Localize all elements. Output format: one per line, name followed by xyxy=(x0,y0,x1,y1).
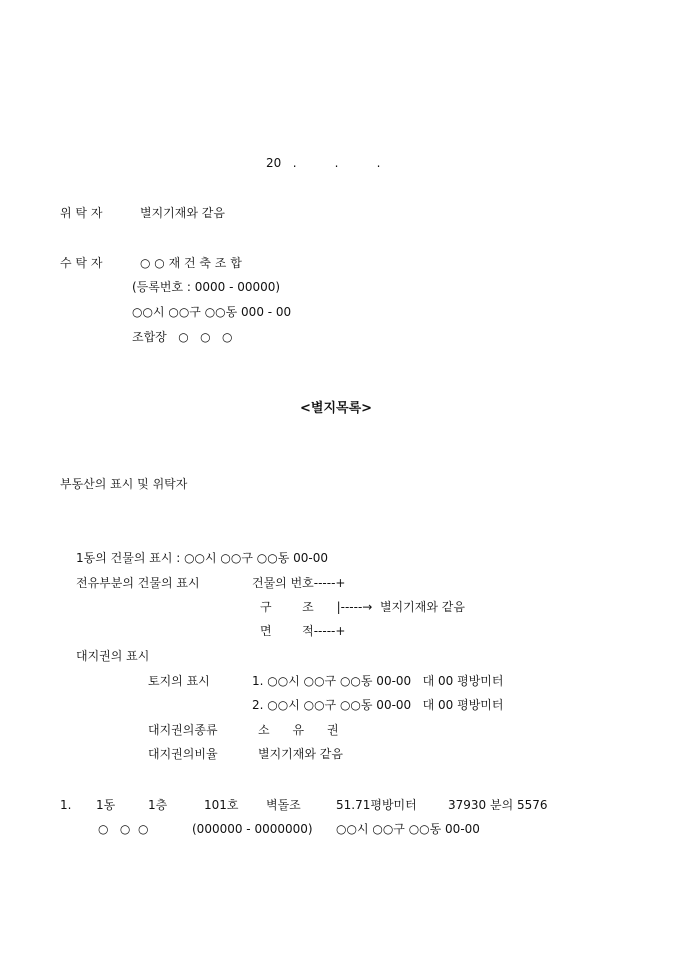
trustor-label: 위 탁 자 xyxy=(60,206,103,220)
date-line: 20 . . . xyxy=(266,156,381,170)
unit-area: 면 적-----+ xyxy=(260,624,346,638)
land-right-type-label: 대지권의종류 xyxy=(148,723,218,737)
land-right-ratio-label: 대지권의비율 xyxy=(148,747,218,761)
entry-ratio: 37930 분의 5576 xyxy=(448,798,548,812)
land-right-ratio-value: 별지기재와 같음 xyxy=(258,747,343,761)
unit-label: 전유부분의 건물의 표시 xyxy=(76,576,200,590)
entry-structure: 벽돌조 xyxy=(266,798,301,812)
annex-title: <별지목록> xyxy=(300,401,373,416)
trustee-name: ○ ○ 재 건 축 조 합 xyxy=(140,256,242,270)
land-label: 토지의 표시 xyxy=(148,674,210,688)
entry-no: 1. xyxy=(60,798,72,812)
section-heading: 부동산의 표시 및 위탁자 xyxy=(60,477,188,491)
trustee-address: ○○시 ○○구 ○○동 000 - 00 xyxy=(132,305,292,319)
unit-structure: 구 조 |-----→ 별지기재와 같음 xyxy=(260,600,465,614)
trustee-chief: 조합장 ○ ○ ○ xyxy=(132,330,233,344)
entry-address: ○○시 ○○구 ○○동 00-00 xyxy=(336,822,480,836)
unit-number: 건물의 번호-----+ xyxy=(252,576,346,590)
land-1: 1. ○○시 ○○구 ○○동 00-00 대 00 평방미터 xyxy=(252,674,504,688)
trustee-reg-no: (등록번호 : 0000 - 00000) xyxy=(132,280,281,294)
trustee-label: 수 탁 자 xyxy=(60,256,103,270)
entry-ho: 101호 xyxy=(204,798,239,812)
land-2: 2. ○○시 ○○구 ○○동 00-00 대 00 평방미터 xyxy=(252,698,504,712)
whole-building: 1동의 건물의 표시 : ○○시 ○○구 ○○동 00-00 xyxy=(76,551,328,565)
trustor-value: 별지기재와 같음 xyxy=(140,206,225,220)
land-right-type-value: 소 유 권 xyxy=(258,723,339,737)
entry-id: (000000 - 0000000) xyxy=(192,822,313,836)
entry-owner: ○ ○ ○ xyxy=(98,822,149,836)
entry-dong: 1동 xyxy=(96,798,116,812)
entry-floor: 1층 xyxy=(148,798,168,812)
entry-area: 51.71평방미터 xyxy=(336,798,417,812)
land-right-heading: 대지권의 표시 xyxy=(76,649,150,663)
